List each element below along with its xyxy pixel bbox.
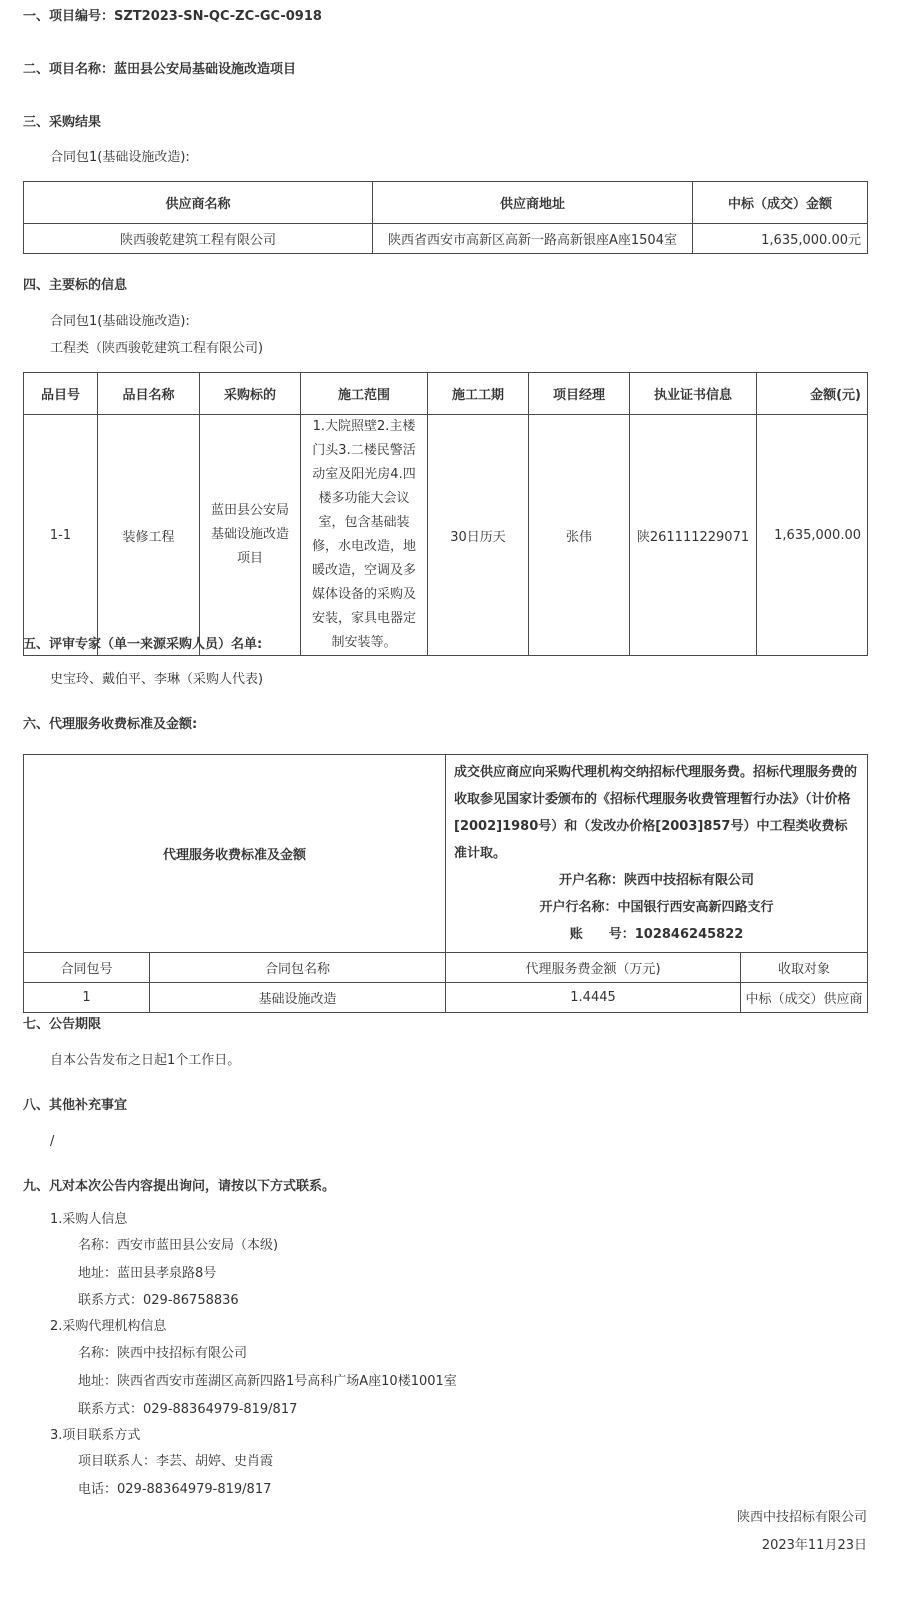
project-number-value: SZT2023-SN-QC-ZC-GC-0918 [114,9,322,24]
account-number: 账 号：102846245822 [569,927,744,942]
section-main-items: 四、主要标的信息 [23,278,128,293]
s4-package-label: 合同包1(基础设施改造): [50,314,190,329]
header-fee-payer: 收取对象 [741,953,868,983]
header-award-amount: 中标（成交）金额 [693,182,868,224]
bank-name: 开户行名称：中国银行西安高新四路支行 [539,900,774,915]
section-agency-fee: 六、代理服务收费标准及金额: [23,717,198,732]
project-name [23,61,296,79]
section-review-experts: 五、评审专家（单一来源采购人员）名单: [23,637,263,652]
header-construction-scope: 施工范围 [301,373,428,415]
supplier-name-cell: 陕西骏乾建筑工程有限公司 [24,224,373,254]
header-package-name: 合同包名称 [150,953,446,983]
footer-organization: 陕西中技招标有限公司 [736,1510,867,1525]
header-package-no: 合同包号 [24,953,150,983]
header-project-manager: 项目经理 [529,373,630,415]
account-name: 开户名称：陕西中技招标有限公司 [559,873,755,888]
fee-payer-cell: 中标（成交）供应商 [741,983,868,1013]
supplier-address-cell: 陕西省西安市高新区高新一路高新银座A座1504室 [373,224,693,254]
notice-period-text: 自本公告发布之日起1个工作日。 [50,1053,241,1068]
buyer-name: 名称：西安市蓝田县公安局（本级) [78,1238,279,1253]
project-name-value: 蓝田县公安局基础设施改造项目 [114,62,297,77]
agent-contact: 联系方式：029-88364979-819/817 [78,1402,298,1417]
buyer-address: 地址：蓝田县孝泉路8号 [78,1266,217,1281]
section-procurement-result: 三、采购结果 [23,115,102,130]
agent-name: 名称：陕西中技招标有限公司 [78,1346,248,1361]
section-notice-period: 七、公告期限 [23,1017,102,1032]
project-contact-phone: 电话：029-88364979-819/817 [78,1482,272,1497]
section-other-matters: 八、其他补充事宜 [23,1098,128,1113]
construction-period-cell: 30日历天 [428,415,529,656]
supplier-table-header [24,182,868,224]
project-contact-title: 3.项目联系方式 [50,1428,141,1443]
header-supplier-address: 供应商地址 [373,182,693,224]
project-name-label: 二、项目名称： [23,62,115,77]
procurement-target-cell: 蓝田县公安局基础设施改造项目 [200,415,301,656]
fee-standard-label: 代理服务收费标准及金额 [24,755,446,953]
footer-date: 2023年11月23日 [761,1538,867,1553]
buyer-info-title: 1.采购人信息 [50,1212,128,1227]
fee-table-header [24,953,868,983]
expert-names: 史宝玲、戴伯平、李琳（采购人代表) [50,672,264,687]
fee-standard-content [446,755,868,953]
section-contact: 九、凡对本次公告内容提出询问，请按以下方式联系。 [23,1179,336,1194]
table-row [24,415,868,656]
construction-scope-cell: 1.大院照壁2.主楼门头3.二楼民警活动室及阳光房4.四楼多功能大会议室，包含基础装修，水电改造，地暖改造，空调及多媒体设备的采购及安装，家具电器定制安装等。 [301,415,428,656]
other-matters-text: / [50,1134,55,1149]
header-construction-period: 施工工期 [428,373,529,415]
supplier-table [23,181,868,254]
header-supplier-name: 供应商名称 [24,182,373,224]
table-row [24,224,868,254]
project-number-label: 一、项目编号： [23,9,115,24]
header-amount: 金额(元) [757,373,868,415]
amount-cell: 1,635,000.00 [757,415,868,656]
agent-address: 地址：陕西省西安市莲湖区高新四路1号高科广场A座10楼1001室 [78,1374,457,1389]
project-number [23,8,322,26]
fee-description: 成交供应商应向采购代理机构交纳招标代理服务费。招标代理服务费的收取参见国家计委颁布的《招标代理服务收费管理暂行办法》（计价格[2002]1980号）和（发改办价格[2003]857号）中工程类收费标准计取。 [454,765,858,861]
award-amount-cell: 1,635,000.00元 [693,224,868,254]
certificate-info-cell: 陕261111229071 [630,415,757,656]
items-table-header [24,373,868,415]
item-no-cell: 1-1 [24,415,98,656]
package-name-cell: 基础设施改造 [150,983,446,1013]
project-manager-cell: 张伟 [529,415,630,656]
agent-info-title: 2.采购代理机构信息 [50,1319,167,1334]
item-name-cell: 装修工程 [98,415,200,656]
s3-package-label: 合同包1(基础设施改造): [50,150,190,165]
header-certificate-info: 执业证书信息 [630,373,757,415]
header-item-no: 品目号 [24,373,98,415]
fee-amount-cell: 1.4445 [446,983,741,1013]
header-procurement-target: 采购标的 [200,373,301,415]
buyer-contact: 联系方式：029-86758836 [78,1293,239,1308]
header-fee-amount: 代理服务费金额（万元) [446,953,741,983]
agency-fee-table [23,754,868,1013]
project-contact-people: 项目联系人：李芸、胡婷、史肖霞 [78,1454,274,1469]
items-table [23,372,868,656]
package-no-cell: 1 [24,983,150,1013]
header-item-name: 品目名称 [98,373,200,415]
fee-standard-row [24,755,868,953]
table-row [24,983,868,1013]
s4-category-label: 工程类（陕西骏乾建筑工程有限公司) [50,341,264,356]
